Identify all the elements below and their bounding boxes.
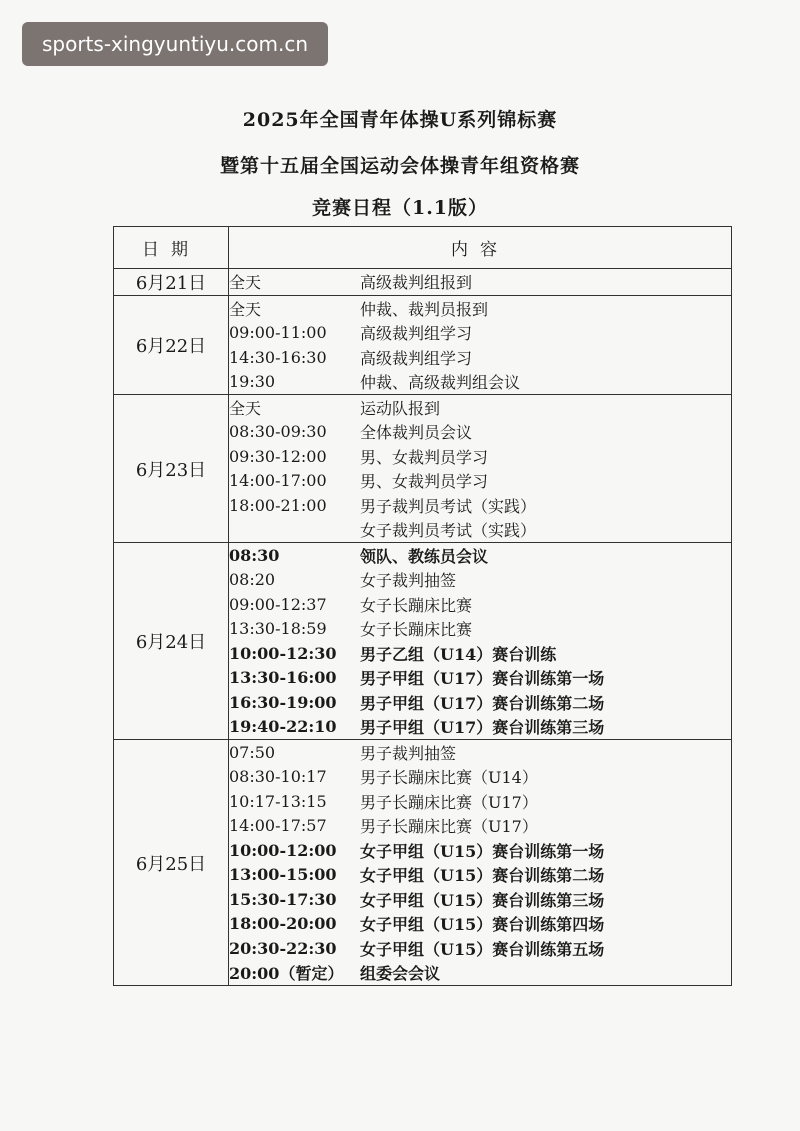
event-name: 仲裁、裁判员报到 (360, 299, 489, 319)
event-time: 14:00-17:57 (229, 816, 327, 836)
event-name: 男子裁判抽签 (360, 743, 457, 763)
event-time: 全天 (229, 299, 262, 319)
event-time: 07:50 (229, 742, 276, 762)
list-item (229, 961, 731, 986)
document-subtitle: 暨第十五届全国运动会体操青年组资格赛 (219, 155, 580, 177)
event-name: 男子裁判员考试（实践） (360, 496, 537, 516)
list-item (229, 740, 731, 765)
event-name: 男子长蹦床比赛（U17） (360, 817, 538, 837)
event-time: 08:30-10:17 (229, 767, 327, 787)
list-item (229, 715, 731, 740)
event-name: 男、女裁判员学习 (360, 472, 489, 492)
list-item (229, 814, 731, 839)
event-time: 20:30-22:30 (229, 938, 337, 958)
event-name: 男子甲组（U17）赛台训练第一场 (360, 669, 605, 689)
schedule-heading: 竞赛日程（1.1版） (311, 197, 489, 219)
day-date: 6月23日 (114, 395, 229, 543)
event-name: 女子甲组（U15）赛台训练第二场 (360, 866, 605, 886)
list-item (229, 863, 731, 888)
day-date: 6月25日 (114, 740, 229, 986)
event-time: 13:00-15:00 (229, 865, 337, 885)
event-time: 18:00-20:00 (229, 914, 337, 934)
table-row (114, 740, 732, 986)
event-name: 男子甲组（U17）赛台训练第三场 (360, 718, 605, 738)
event-name: 全体裁判员会议 (360, 423, 473, 443)
table-row (114, 543, 732, 740)
event-name: 高级裁判组报到 (360, 272, 473, 292)
list-item (229, 789, 731, 814)
day-events (229, 269, 732, 296)
event-name: 女子长蹦床比赛 (360, 595, 473, 615)
list-item (229, 493, 731, 518)
list-item (229, 269, 731, 294)
event-time: 10:00-12:30 (229, 643, 337, 663)
content-column-header: 内容 (229, 227, 732, 269)
event-name: 女子甲组（U15）赛台训练第五场 (360, 939, 605, 959)
list-item (229, 641, 731, 666)
event-name: 女子甲组（U15）赛台训练第三场 (360, 890, 605, 910)
event-name: 高级裁判组学习 (360, 348, 473, 368)
event-name: 男子长蹦床比赛（U17） (360, 792, 538, 812)
list-item (229, 370, 731, 395)
day-date: 6月22日 (114, 296, 229, 395)
event-time: 08:30-09:30 (229, 422, 327, 442)
list-item (229, 345, 731, 370)
event-name: 女子裁判员考试（实践） (360, 521, 537, 541)
table-row (114, 296, 732, 395)
event-time: 19:40-22:10 (229, 717, 337, 737)
list-item (229, 765, 731, 790)
event-time: 13:30-16:00 (229, 668, 337, 688)
event-name: 高级裁判组学习 (360, 324, 473, 344)
event-time: 14:00-17:00 (229, 471, 327, 491)
list-item (229, 469, 731, 494)
event-time: 09:00-12:37 (229, 594, 327, 614)
event-time: 16:30-19:00 (229, 692, 337, 712)
event-time: 13:30-18:59 (229, 619, 327, 639)
list-item (229, 321, 731, 346)
event-name: 领队、教练员会议 (360, 546, 489, 566)
event-time: 19:30 (229, 372, 276, 392)
list-item (229, 617, 731, 642)
event-time: 14:30-16:30 (229, 347, 327, 367)
event-time: 20:00（暂定） (229, 964, 344, 984)
event-time: 全天 (229, 272, 262, 292)
list-item (229, 912, 731, 937)
list-item (229, 420, 731, 445)
list-item (229, 568, 731, 593)
event-time: 全天 (229, 398, 262, 418)
event-name: 女子甲组（U15）赛台训练第一场 (360, 841, 605, 861)
list-item (229, 887, 731, 912)
list-item (229, 444, 731, 469)
schedule-table (113, 226, 732, 986)
day-events (229, 296, 732, 395)
event-time: 09:30-12:00 (229, 446, 327, 466)
event-time: 18:00-21:00 (229, 495, 327, 515)
list-item (229, 690, 731, 715)
event-time: 09:00-11:00 (229, 323, 327, 343)
event-time: 10:17-13:15 (229, 791, 327, 811)
day-events (229, 543, 732, 740)
list-item (229, 838, 731, 863)
event-name: 运动队报到 (360, 398, 441, 418)
list-item (229, 543, 731, 568)
table-row (114, 395, 732, 543)
event-time: 08:20 (229, 570, 276, 590)
event-time: 10:00-12:00 (229, 840, 337, 860)
list-item (229, 936, 731, 961)
day-events (229, 740, 732, 986)
event-name: 男子长蹦床比赛（U14） (360, 768, 538, 788)
event-name: 组委会会议 (360, 964, 441, 984)
list-item (229, 395, 731, 420)
table-header-row (114, 227, 732, 269)
event-name: 男、女裁判员学习 (360, 447, 489, 467)
day-date: 6月21日 (114, 269, 229, 296)
event-name: 男子甲组（U17）赛台训练第二场 (360, 693, 605, 713)
list-item (229, 592, 731, 617)
day-events (229, 395, 732, 543)
list-item (229, 296, 731, 321)
table-row (114, 269, 732, 296)
event-time: 15:30-17:30 (229, 889, 337, 909)
schedule-body (114, 269, 732, 986)
list-item (229, 666, 731, 691)
document-title: 2025年全国青年体操U系列锦标赛 (242, 109, 558, 131)
event-time: 08:30 (229, 545, 280, 565)
event-name: 女子裁判抽签 (360, 571, 457, 591)
event-name: 女子长蹦床比赛 (360, 620, 473, 640)
day-date: 6月24日 (114, 543, 229, 740)
event-name: 仲裁、高级裁判组会议 (360, 373, 521, 393)
event-name: 女子甲组（U15）赛台训练第四场 (360, 915, 605, 935)
event-name: 男子乙组（U14）赛台训练 (360, 644, 557, 664)
date-column-header: 日期 (114, 227, 229, 269)
watermark: sports-xingyuntiyu.com.cn (22, 22, 328, 66)
list-item (229, 518, 731, 543)
